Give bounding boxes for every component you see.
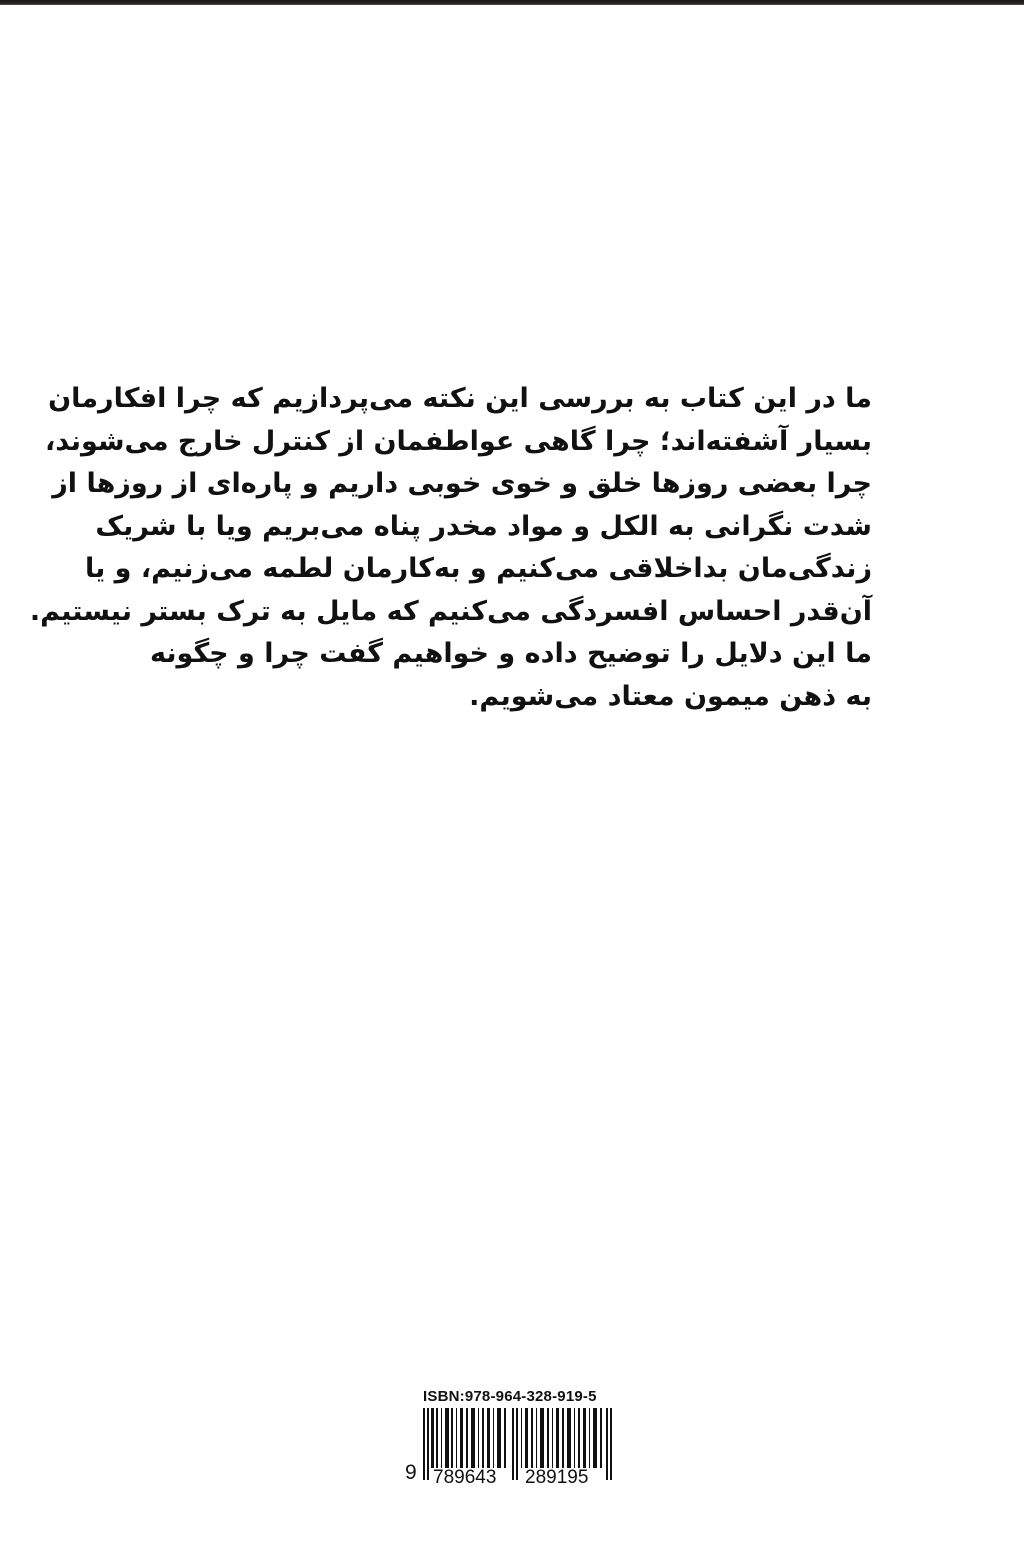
blurb-line: زندگی‌مان بداخلاقی می‌کنیم و به‌کارمان لطمه می‌زنیم، و یا bbox=[84, 553, 872, 584]
isbn-barcode-block bbox=[405, 1388, 617, 1498]
blurb-line: آن‌قدر احساس افسردگی می‌کنیم که مایل به ترک بستر نیستیم. bbox=[29, 595, 872, 627]
blurb-line: چرا بعضی روزها خلق و خوی خوبی داریم و پاره‌ای از روزها از bbox=[52, 468, 872, 499]
blurb-line: ما در این کتاب به بررسی این نکته می‌پردازیم که چرا افکارمان bbox=[48, 383, 872, 414]
barcode-lead-digit: 9 bbox=[405, 1461, 417, 1484]
barcode-left-digits: 789643 bbox=[433, 1467, 497, 1488]
blurb-line: شدت نگرانی به الکل و مواد مخدر پناه می‌بریم ویا با شریک bbox=[95, 510, 872, 542]
isbn-label: ISBN:978-964-328-919-5 bbox=[423, 1388, 597, 1405]
barcode-right-digits: 289195 bbox=[525, 1467, 589, 1488]
back-cover-blurb bbox=[29, 378, 872, 718]
cover-top-edge bbox=[0, 0, 1024, 5]
blurb-line: بسیار آشفته‌اند؛ چرا گاهی عواطفمان از کنترل خارج می‌شوند، bbox=[45, 425, 872, 457]
blurb-line: ما این دلایل را توضیح داده و خواهیم گفت چرا و چگونه bbox=[150, 638, 872, 669]
blurb-line: به ذهن میمون معتاد می‌شویم. bbox=[469, 680, 872, 712]
